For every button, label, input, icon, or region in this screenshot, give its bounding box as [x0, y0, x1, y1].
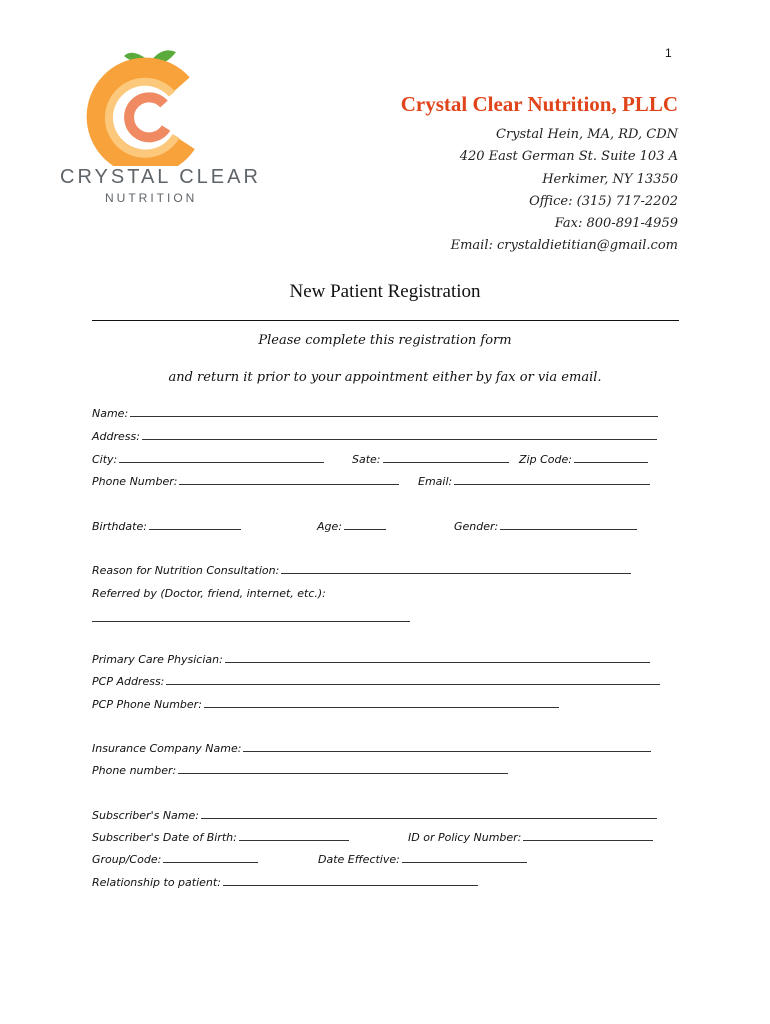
logo-title: CRYSTAL CLEAR: [60, 166, 261, 188]
state-blank[interactable]: [383, 451, 509, 463]
name-blank[interactable]: [130, 405, 658, 417]
group-label: Group/Code:: [92, 853, 162, 866]
date-effective-label: Date Effective:: [318, 853, 400, 866]
company-name: Crystal Clear Nutrition, PLLC: [400, 92, 678, 116]
insurance-blank[interactable]: [243, 740, 651, 752]
zip-label: Zip Code:: [519, 453, 572, 466]
referred-blank[interactable]: [92, 621, 410, 622]
relationship-blank[interactable]: [223, 874, 478, 886]
insurance-field[interactable]: [92, 740, 651, 758]
policy-blank[interactable]: [523, 829, 653, 841]
pcp-address-field[interactable]: [92, 673, 660, 691]
company-logo: [52, 46, 261, 211]
email-label: Email:: [418, 475, 453, 488]
pcp-phone-blank[interactable]: [204, 696, 559, 708]
contact-block: [451, 124, 678, 258]
birthdate-field[interactable]: [92, 518, 241, 536]
subscriber-dob-field[interactable]: [92, 829, 349, 847]
subscriber-name-field[interactable]: [92, 807, 657, 825]
reason-blank[interactable]: [281, 562, 631, 574]
pcp-label: Primary Care Physician:: [92, 653, 223, 666]
city-blank[interactable]: [119, 451, 324, 463]
insurance-phone-blank[interactable]: [178, 762, 508, 774]
insurance-phone-field[interactable]: [92, 762, 508, 780]
gender-label: Gender:: [454, 520, 499, 533]
subscriber-name-blank[interactable]: [201, 807, 657, 819]
email-blank[interactable]: [454, 473, 650, 485]
logo-subtitle: NUTRITION: [105, 191, 198, 205]
zip-field[interactable]: [519, 451, 648, 469]
form-title: New Patient Registration: [289, 281, 481, 302]
city-label: City:: [92, 453, 118, 466]
zip-blank[interactable]: [574, 451, 648, 463]
subscriber-name-label: Subscriber's Name:: [92, 809, 199, 822]
instruction-line: Please complete this registration form: [258, 333, 512, 348]
page-number: 1: [665, 46, 672, 60]
date-effective-field[interactable]: [318, 851, 527, 869]
birthdate-label: Birthdate:: [92, 520, 147, 533]
address-label: Address:: [92, 430, 140, 443]
contact-line: Office: (315) 717-2202: [529, 193, 678, 209]
contact-line: Crystal Hein, MA, RD, CDN: [496, 127, 678, 142]
pcp-address-blank[interactable]: [166, 673, 660, 685]
gender-blank[interactable]: [500, 518, 637, 530]
name-label: Name:: [92, 407, 129, 420]
age-label: Age:: [317, 520, 342, 533]
relationship-field[interactable]: [92, 874, 478, 892]
policy-label: ID or Policy Number:: [408, 831, 522, 844]
state-label: Sate:: [352, 453, 381, 466]
title-rule: [92, 320, 679, 321]
referred-field[interactable]: [92, 585, 326, 603]
age-blank[interactable]: [344, 518, 386, 530]
insurance-phone-label: Phone number:: [92, 764, 177, 777]
group-field[interactable]: [92, 851, 258, 869]
reason-label: Reason for Nutrition Consultation:: [92, 564, 280, 577]
phone-blank[interactable]: [179, 473, 399, 485]
phone-label: Phone Number:: [92, 475, 178, 488]
contact-line: 420 East German St. Suite 103 A: [459, 149, 678, 165]
address-field[interactable]: [92, 428, 657, 446]
birthdate-blank[interactable]: [149, 518, 241, 530]
policy-field[interactable]: [408, 829, 653, 847]
state-field[interactable]: [352, 451, 509, 469]
age-field[interactable]: [317, 518, 386, 536]
pcp-phone-label: PCP Phone Number:: [92, 698, 202, 711]
city-field[interactable]: [92, 451, 324, 469]
date-effective-blank[interactable]: [402, 851, 527, 863]
relationship-label: Relationship to patient:: [92, 876, 221, 889]
pcp-address-label: PCP Address:: [92, 675, 165, 688]
contact-line: Herkimer, NY 13350: [542, 171, 678, 187]
logo-graphic: [52, 46, 252, 166]
reason-field[interactable]: [92, 562, 631, 580]
group-blank[interactable]: [163, 851, 258, 863]
contact-line: Email: crystaldietitian@gmail.com: [450, 238, 678, 254]
referred-label: Referred by (Doctor, friend, internet, etc.):: [92, 587, 326, 600]
instruction-line: and return it prior to your appointment either by fax or via email.: [168, 370, 602, 385]
pcp-field[interactable]: [92, 651, 650, 669]
subscriber-dob-blank[interactable]: [239, 829, 349, 841]
gender-field[interactable]: [454, 518, 637, 536]
pcp-phone-field[interactable]: [92, 696, 559, 714]
phone-field[interactable]: [92, 473, 399, 491]
insurance-label: Insurance Company Name:: [92, 742, 242, 755]
address-blank[interactable]: [142, 428, 657, 440]
contact-line: Fax: 800-891-4959: [554, 216, 678, 232]
subscriber-dob-label: Subscriber's Date of Birth:: [92, 831, 237, 844]
name-field[interactable]: [92, 405, 658, 423]
email-field[interactable]: [418, 473, 650, 491]
pcp-blank[interactable]: [225, 651, 650, 663]
